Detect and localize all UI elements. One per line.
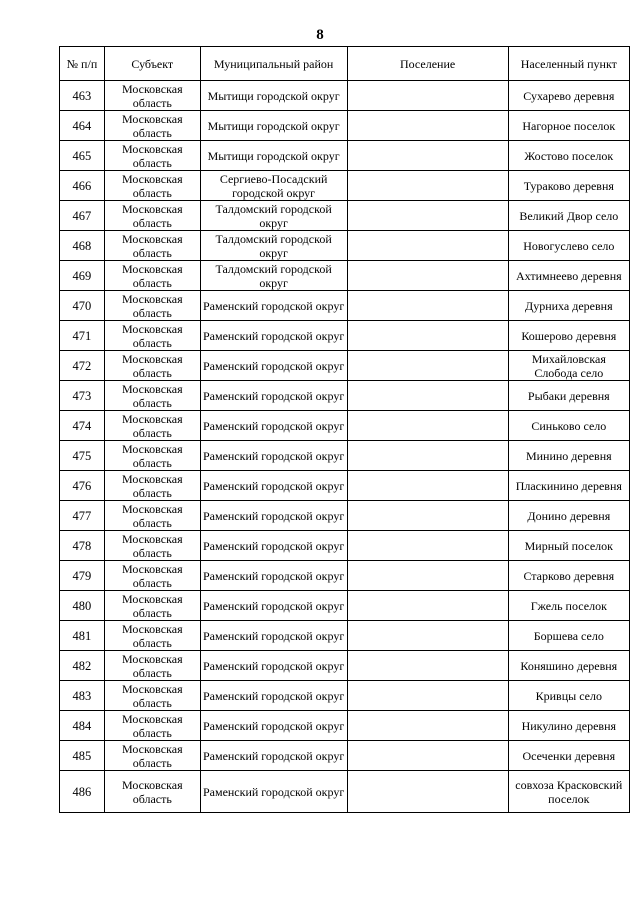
- locality-cell: Михайловская Слобода село: [508, 351, 629, 381]
- locality-cell: Донино деревня: [508, 501, 629, 531]
- locality-cell: Коняшино деревня: [508, 651, 629, 681]
- row-number: 463: [60, 81, 105, 111]
- locality-cell: Пласкинино деревня: [508, 471, 629, 501]
- table-row: [60, 231, 630, 261]
- settlement-cell: [347, 531, 508, 561]
- table-row: [60, 321, 630, 351]
- row-number: 475: [60, 441, 105, 471]
- table-row: [60, 171, 630, 201]
- locality-cell: Никулино деревня: [508, 711, 629, 741]
- municipal-cell: Сергиево-Посадский городской округ: [200, 171, 347, 201]
- settlement-cell: [347, 231, 508, 261]
- subject-cell: Московская область: [104, 741, 200, 771]
- subject-cell: Московская область: [104, 321, 200, 351]
- table-row: [60, 111, 630, 141]
- subject-cell: Московская область: [104, 111, 200, 141]
- municipal-cell: Раменский городской округ: [200, 741, 347, 771]
- header-subject: Субъект: [104, 47, 200, 81]
- subject-cell: Московская область: [104, 81, 200, 111]
- municipal-cell: Раменский городской округ: [200, 711, 347, 741]
- row-number: 483: [60, 681, 105, 711]
- municipal-cell: Талдомский городской округ: [200, 231, 347, 261]
- municipal-cell: Раменский городской округ: [200, 381, 347, 411]
- locality-cell: Минино деревня: [508, 441, 629, 471]
- locality-cell: Кривцы село: [508, 681, 629, 711]
- settlement-cell: [347, 441, 508, 471]
- row-number: 482: [60, 651, 105, 681]
- row-number: 471: [60, 321, 105, 351]
- settlement-cell: [347, 171, 508, 201]
- settlement-cell: [347, 591, 508, 621]
- municipal-cell: Раменский городской округ: [200, 681, 347, 711]
- table-row: [60, 411, 630, 441]
- row-number: 486: [60, 771, 105, 813]
- table-row: [60, 591, 630, 621]
- municipal-cell: Раменский городской округ: [200, 591, 347, 621]
- settlement-cell: [347, 111, 508, 141]
- locality-cell: Нагорное поселок: [508, 111, 629, 141]
- settlement-cell: [347, 141, 508, 171]
- subject-cell: Московская область: [104, 351, 200, 381]
- subject-cell: Московская область: [104, 501, 200, 531]
- locality-cell: Жостово поселок: [508, 141, 629, 171]
- locality-cell: Сухарево деревня: [508, 81, 629, 111]
- settlement-cell: [347, 261, 508, 291]
- settlement-cell: [347, 381, 508, 411]
- row-number: 485: [60, 741, 105, 771]
- row-number: 480: [60, 591, 105, 621]
- header-locality: Населенный пункт: [508, 47, 629, 81]
- header-municipal: Муниципальный район: [200, 47, 347, 81]
- municipal-cell: Раменский городской округ: [200, 501, 347, 531]
- table-row: [60, 561, 630, 591]
- locality-cell: Мирный поселок: [508, 531, 629, 561]
- subject-cell: Московская область: [104, 561, 200, 591]
- subject-cell: Московская область: [104, 651, 200, 681]
- subject-cell: Московская область: [104, 261, 200, 291]
- settlement-cell: [347, 711, 508, 741]
- row-number: 469: [60, 261, 105, 291]
- table-row: [60, 351, 630, 381]
- settlement-cell: [347, 351, 508, 381]
- municipal-cell: Раменский городской округ: [200, 291, 347, 321]
- settlements-table: [59, 46, 630, 813]
- municipal-cell: Раменский городской округ: [200, 411, 347, 441]
- header-num: № п/п: [60, 47, 105, 81]
- locality-cell: Тураково деревня: [508, 171, 629, 201]
- settlement-cell: [347, 201, 508, 231]
- municipal-cell: Мытищи городской округ: [200, 141, 347, 171]
- row-number: 465: [60, 141, 105, 171]
- table-body: [60, 81, 630, 813]
- subject-cell: Московская область: [104, 681, 200, 711]
- row-number: 479: [60, 561, 105, 591]
- locality-cell: Рыбаки деревня: [508, 381, 629, 411]
- settlement-cell: [347, 471, 508, 501]
- table-row: [60, 141, 630, 171]
- locality-cell: Новогуслево село: [508, 231, 629, 261]
- locality-cell: Синьково село: [508, 411, 629, 441]
- subject-cell: Московская область: [104, 381, 200, 411]
- subject-cell: Московская область: [104, 171, 200, 201]
- locality-cell: Ахтимнеево деревня: [508, 261, 629, 291]
- subject-cell: Московская область: [104, 591, 200, 621]
- subject-cell: Московская область: [104, 531, 200, 561]
- subject-cell: Московская область: [104, 621, 200, 651]
- settlement-cell: [347, 741, 508, 771]
- header-settlement: Поселение: [347, 47, 508, 81]
- row-number: 470: [60, 291, 105, 321]
- page-number: 8: [316, 27, 324, 43]
- table-row: [60, 651, 630, 681]
- row-number: 478: [60, 531, 105, 561]
- table-row: [60, 681, 630, 711]
- row-number: 474: [60, 411, 105, 441]
- table-row: [60, 81, 630, 111]
- row-number: 473: [60, 381, 105, 411]
- subject-cell: Московская область: [104, 711, 200, 741]
- municipal-cell: Раменский городской округ: [200, 321, 347, 351]
- locality-cell: Боршева село: [508, 621, 629, 651]
- subject-cell: Московская область: [104, 141, 200, 171]
- settlement-cell: [347, 501, 508, 531]
- table-row: [60, 771, 630, 813]
- settlement-cell: [347, 81, 508, 111]
- municipal-cell: Раменский городской округ: [200, 561, 347, 591]
- locality-cell: Осеченки деревня: [508, 741, 629, 771]
- settlement-cell: [347, 771, 508, 813]
- row-number: 477: [60, 501, 105, 531]
- row-number: 472: [60, 351, 105, 381]
- locality-cell: Дурниха деревня: [508, 291, 629, 321]
- table-header-row: [60, 47, 630, 81]
- municipal-cell: Талдомский городской округ: [200, 261, 347, 291]
- municipal-cell: Раменский городской округ: [200, 441, 347, 471]
- row-number: 484: [60, 711, 105, 741]
- settlement-cell: [347, 411, 508, 441]
- municipal-cell: Мытищи городской округ: [200, 81, 347, 111]
- settlement-cell: [347, 321, 508, 351]
- row-number: 476: [60, 471, 105, 501]
- municipal-cell: Раменский городской округ: [200, 471, 347, 501]
- table-row: [60, 381, 630, 411]
- table-row: [60, 261, 630, 291]
- locality-cell: Кошерово деревня: [508, 321, 629, 351]
- settlement-cell: [347, 291, 508, 321]
- locality-cell: Старково деревня: [508, 561, 629, 591]
- table-row: [60, 741, 630, 771]
- locality-cell: Великий Двор село: [508, 201, 629, 231]
- row-number: 468: [60, 231, 105, 261]
- table-row: [60, 711, 630, 741]
- table-row: [60, 201, 630, 231]
- municipal-cell: Раменский городской округ: [200, 351, 347, 381]
- settlement-cell: [347, 621, 508, 651]
- settlement-cell: [347, 681, 508, 711]
- row-number: 481: [60, 621, 105, 651]
- municipal-cell: Раменский городской округ: [200, 531, 347, 561]
- table-row: [60, 291, 630, 321]
- table-row: [60, 501, 630, 531]
- table-row: [60, 471, 630, 501]
- row-number: 467: [60, 201, 105, 231]
- locality-cell: совхоза Красковский поселок: [508, 771, 629, 813]
- subject-cell: Московская область: [104, 471, 200, 501]
- subject-cell: Московская область: [104, 201, 200, 231]
- subject-cell: Московская область: [104, 441, 200, 471]
- municipal-cell: Талдомский городской округ: [200, 201, 347, 231]
- locality-cell: Гжель поселок: [508, 591, 629, 621]
- municipal-cell: Раменский городской округ: [200, 621, 347, 651]
- table-row: [60, 621, 630, 651]
- municipal-cell: Раменский городской округ: [200, 651, 347, 681]
- row-number: 464: [60, 111, 105, 141]
- municipal-cell: Раменский городской округ: [200, 771, 347, 813]
- settlement-cell: [347, 561, 508, 591]
- row-number: 466: [60, 171, 105, 201]
- subject-cell: Московская область: [104, 411, 200, 441]
- subject-cell: Московская область: [104, 291, 200, 321]
- subject-cell: Московская область: [104, 771, 200, 813]
- settlement-cell: [347, 651, 508, 681]
- table-row: [60, 531, 630, 561]
- municipal-cell: Мытищи городской округ: [200, 111, 347, 141]
- table-row: [60, 441, 630, 471]
- subject-cell: Московская область: [104, 231, 200, 261]
